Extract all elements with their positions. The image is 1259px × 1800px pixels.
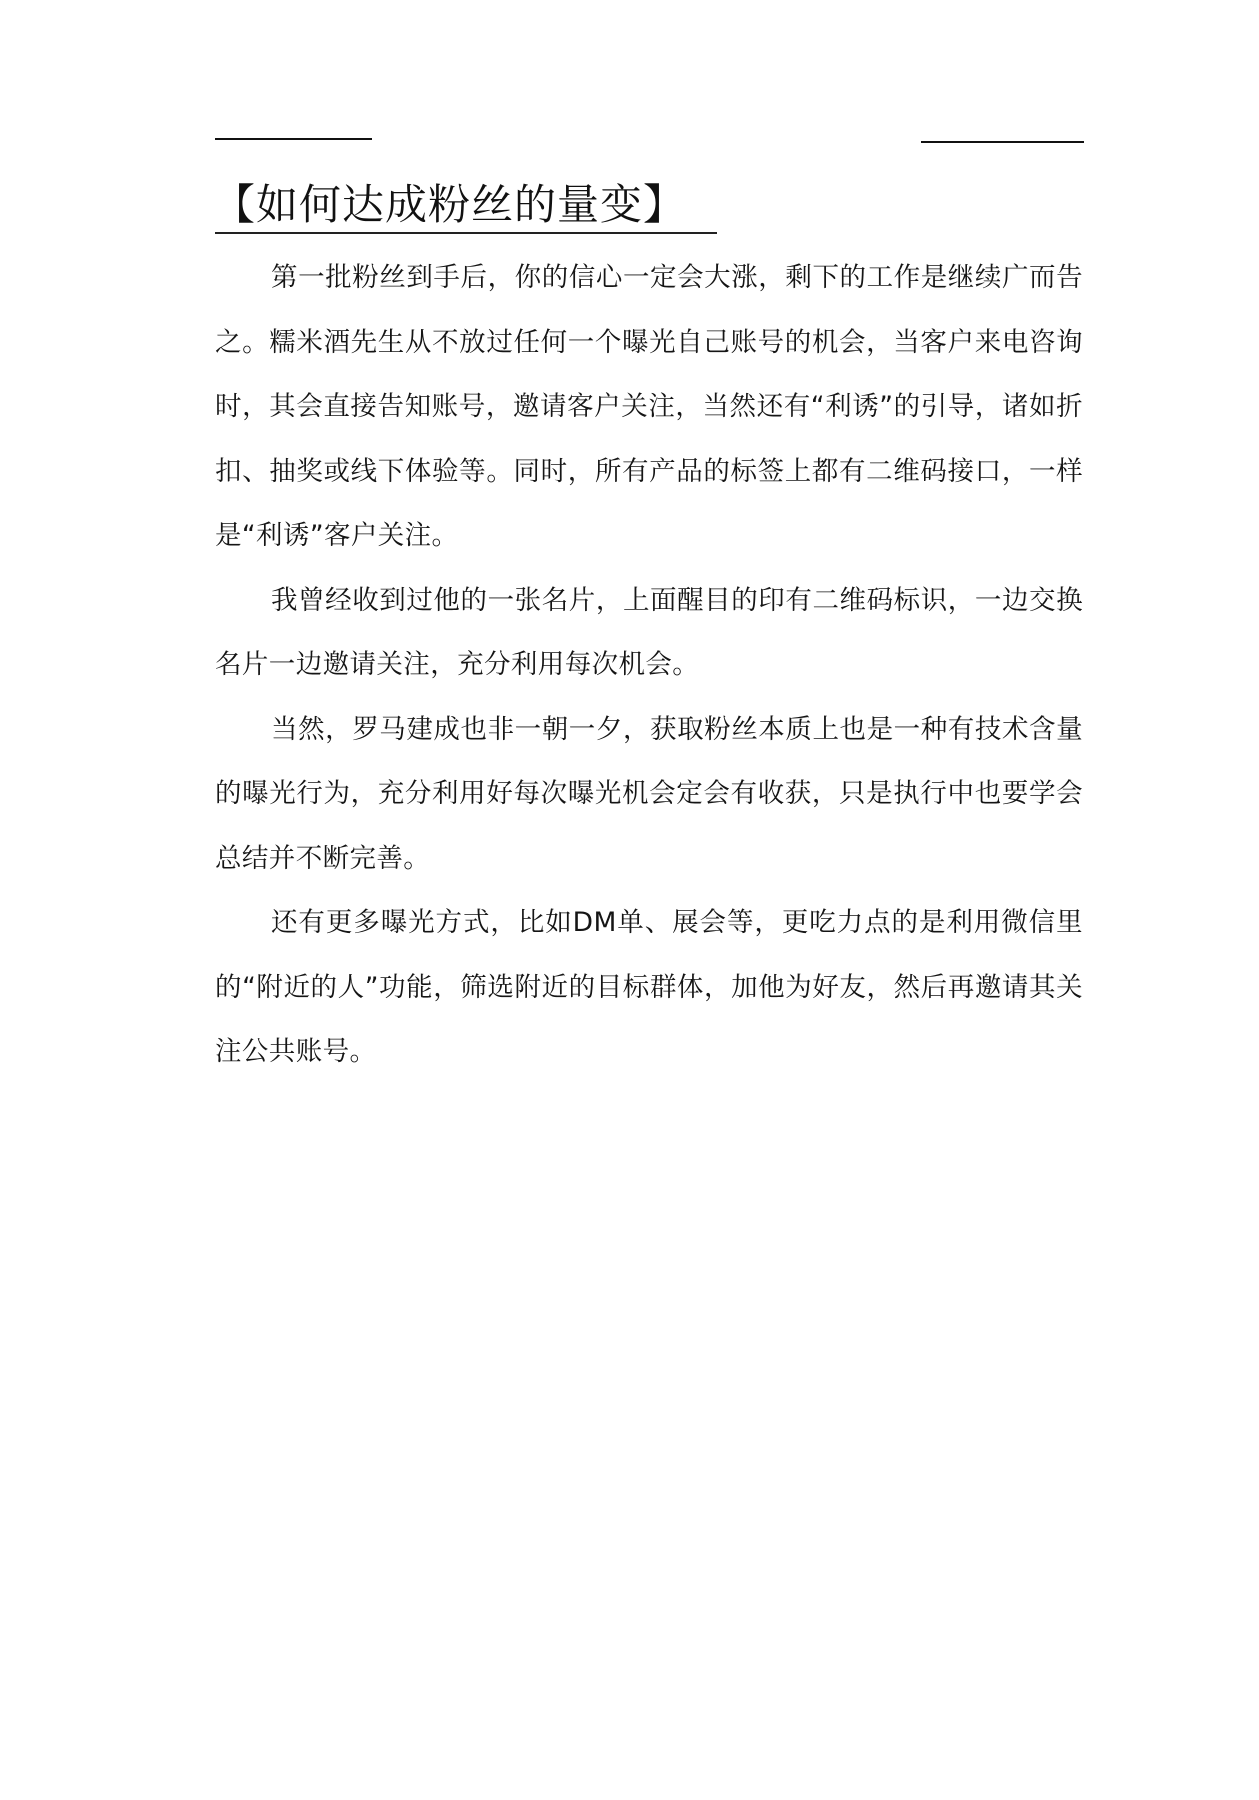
- section-title-block: [213, 180, 733, 230]
- paragraph: 第一批粉丝到手后，你的信心一定会大涨，剩下的工作是继续广而告之。糯米酒先生从不放过任何一个曝光自己账号的机会，当客户来电咨询时，其会直接告知账号，邀请客户关注，当然还有“利诱”的引导，诸如折扣、抽奖或线下体验等。同时，所有产品的标签上都有二维码接口，一样是“利诱”客户关注。: [215, 262, 1083, 551]
- body-text: [215, 246, 1083, 1085]
- title-underline: [215, 232, 717, 234]
- paragraph: 我曾经收到过他的一张名片，上面醒目的印有二维码标识，一边交换名片一边邀请关注，充分利用每次机会。: [215, 584, 1083, 680]
- header-rule-right: [921, 141, 1084, 143]
- paragraph: 还有更多曝光方式，比如DM单、展会等，更吃力点的是利用微信里的“附近的人”功能，筛选附近的目标群体，加他为好友，然后再邀请其关注公共账号。: [215, 907, 1083, 1067]
- header-rule-left: [215, 138, 372, 140]
- paragraph: 当然，罗马建成也非一朝一夕，获取粉丝本质上也是一种有技术含量的曝光行为，充分利用好每次曝光机会定会有收获，只是执行中也要学会总结并不断完善。: [215, 713, 1083, 874]
- section-title: 【如何达成粉丝的量变】: [213, 180, 687, 229]
